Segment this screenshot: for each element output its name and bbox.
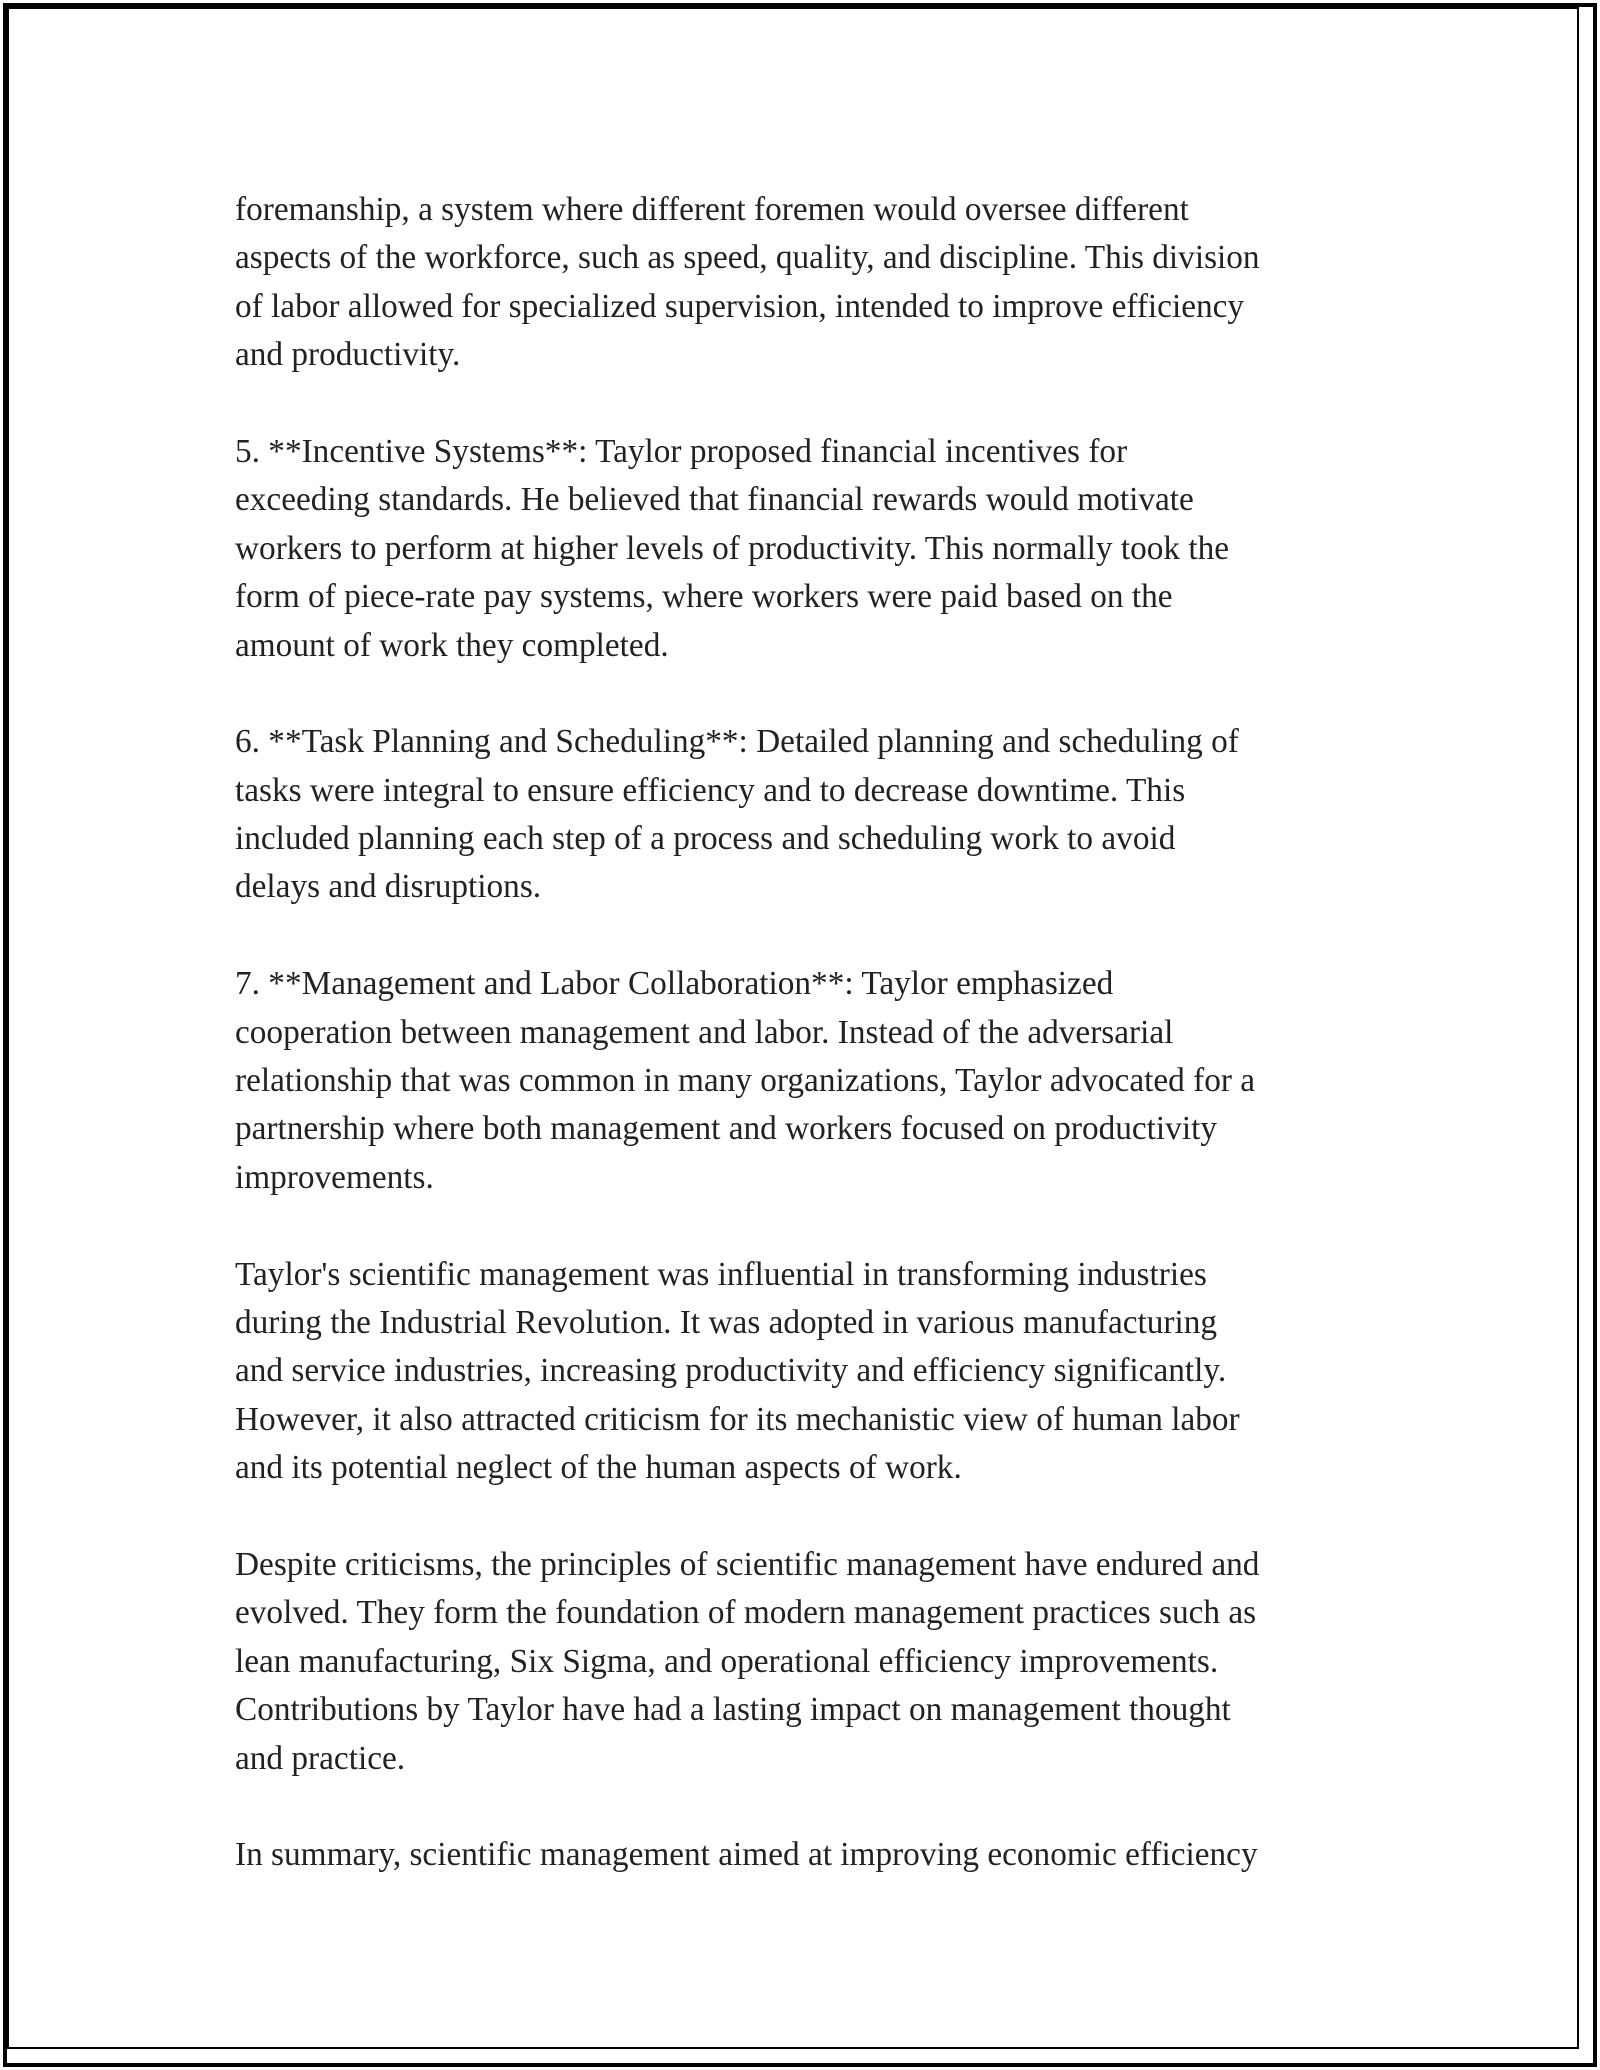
text-line: and service industries, increasing productivity and efficiency significantly.: [235, 1352, 1227, 1390]
text-line: 6. **Task Planning and Scheduling**: Detailed planning and scheduling of: [235, 723, 1239, 761]
text-line: However, it also attracted criticism for its mechanistic view of human labor: [235, 1400, 1240, 1438]
text-line: 5. **Incentive Systems**: Taylor proposed financial incentives for: [235, 432, 1128, 470]
text-line: of labor allowed for specialized supervision, intended to improve efficiency: [235, 287, 1245, 325]
text-line: during the Industrial Revolution. It was adopted in various manufacturing: [235, 1303, 1218, 1341]
text-line: amount of work they completed.: [235, 626, 669, 664]
text-line: and productivity.: [235, 336, 461, 374]
text-line: cooperation between management and labor. Instead of the adversarial: [235, 1013, 1174, 1051]
text-line: evolved. They form the foundation of modern management practices such as: [235, 1594, 1257, 1632]
text-line: and its potential neglect of the human aspects of work.: [235, 1449, 962, 1487]
text-line: and practice.: [235, 1739, 406, 1777]
text-line: relationship that was common in many organizations, Taylor advocated for a: [235, 1062, 1256, 1100]
text-line: Contributions by Taylor have had a lasting impact on management thought: [235, 1691, 1231, 1729]
paragraph-foremanship: [235, 186, 1375, 380]
text-line: included planning each step of a process and scheduling work to avoid: [235, 820, 1176, 858]
text-line: lean manufacturing, Six Sigma, and operational efficiency improvements.: [235, 1642, 1219, 1680]
paragraph-legacy: [235, 1541, 1375, 1783]
paragraph-incentive-systems: [235, 428, 1375, 670]
paragraph-summary: [235, 1831, 1375, 1879]
text-line: improvements.: [235, 1158, 434, 1196]
paragraph-collaboration: [235, 960, 1375, 1202]
text-line: tasks were integral to ensure efficiency and to decrease downtime. This: [235, 771, 1186, 809]
text-line: Taylor's scientific management was influential in transforming industries: [235, 1255, 1207, 1293]
document-body: [235, 186, 1375, 1928]
text-line: exceeding standards. He believed that financial rewards would motivate: [235, 481, 1194, 519]
text-line: foremanship, a system where different foremen would oversee different: [235, 191, 1189, 228]
text-line: In summary, scientific management aimed at improving economic efficiency: [235, 1836, 1258, 1874]
paragraph-task-planning: [235, 718, 1375, 912]
text-line: form of piece-rate pay systems, where workers were paid based on the: [235, 578, 1173, 616]
text-line: Despite criticisms, the principles of scientific management have endured and: [235, 1545, 1260, 1583]
text-line: 7. **Management and Labor Collaboration**: Taylor emphasized: [235, 965, 1114, 1003]
text-line: partnership where both management and workers focused on productivity: [235, 1110, 1217, 1148]
text-line: aspects of the workforce, such as speed, quality, and discipline. This division: [235, 239, 1260, 277]
paragraph-influence: [235, 1251, 1375, 1493]
text-line: delays and disruptions.: [235, 868, 542, 906]
text-line: workers to perform at higher levels of productivity. This normally took the: [235, 529, 1230, 567]
